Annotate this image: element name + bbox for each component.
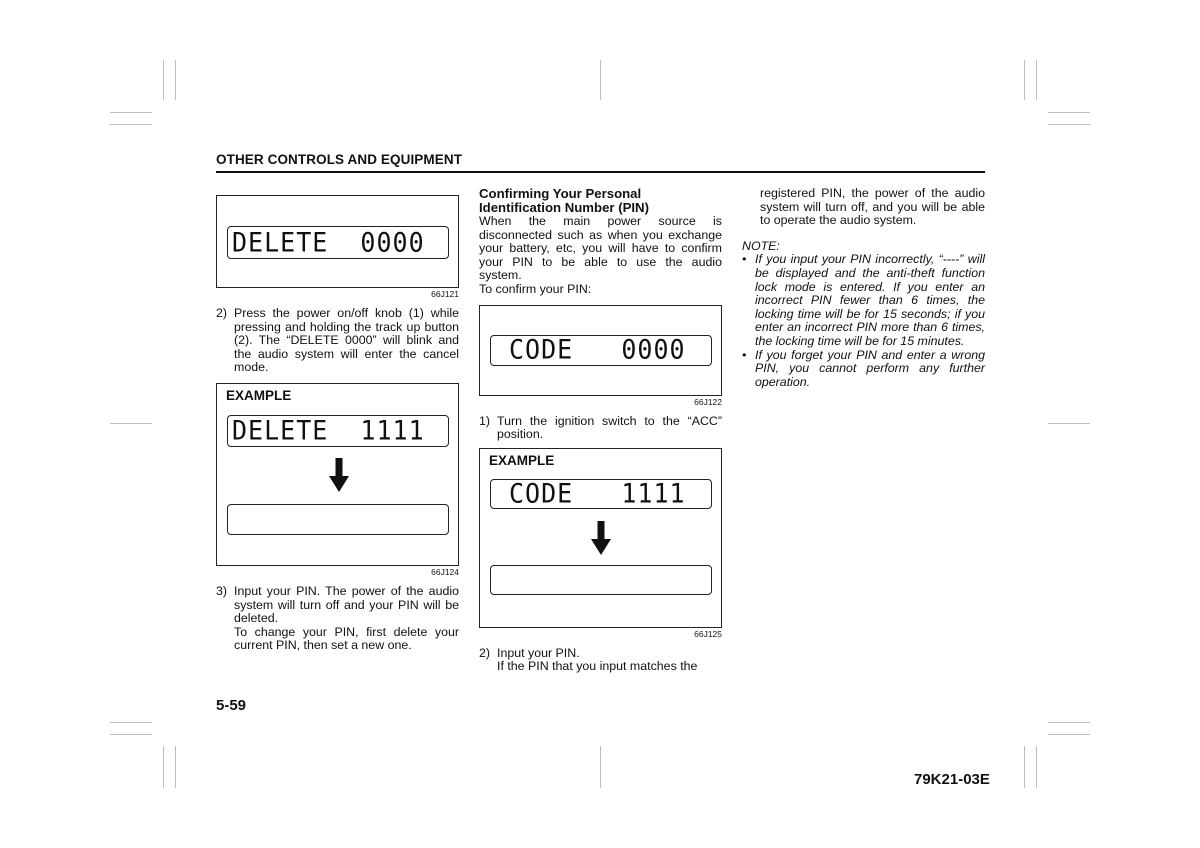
figure-code: 66J122 — [694, 396, 722, 407]
step-text-2: If the PIN that you input matches the — [497, 659, 698, 674]
example-label: EXAMPLE — [226, 387, 292, 403]
figure-delete-0000 — [216, 195, 459, 288]
step-2 — [479, 647, 722, 674]
note-item — [742, 253, 985, 348]
confirm-line: To confirm your PIN: — [479, 281, 592, 296]
step-1 — [479, 415, 722, 442]
page-number: 5-59 — [216, 697, 247, 714]
lcd-text: CODE 1111 — [509, 478, 686, 509]
column-3 — [742, 187, 985, 389]
lcd-text: CODE 0000 — [509, 334, 686, 365]
step-number: 1) — [479, 413, 491, 428]
arrow-down-icon — [328, 458, 350, 494]
figure-code-0000 — [479, 305, 722, 396]
step-text-2: To change your PIN, first delete your current PIN, then set a new one. — [234, 624, 459, 653]
step-text: Press the power on/off knob (1) while pressing and holding the track up button (2). The “DELETE 0000” will blink and the audio system will enter the cancel mode. — [234, 306, 459, 375]
lcd-display — [227, 226, 449, 259]
step-number: 2) — [479, 645, 491, 660]
step-2 — [216, 307, 459, 375]
step-text: Input your PIN. — [497, 645, 580, 660]
crop-mark — [175, 60, 176, 100]
intro-paragraph: When the main power source is disconnected such as when you exchange your battery, etc, you will have to confirm your PIN to be able to use the audio system. — [479, 214, 722, 283]
crop-mark — [1048, 423, 1090, 424]
crop-mark — [1036, 746, 1037, 788]
crop-mark — [110, 112, 152, 113]
crop-mark — [110, 722, 152, 723]
note-text: If you forget your PIN and enter a wrong PIN, you cannot perform any further operation. — [755, 347, 985, 389]
step-text-wrap — [497, 647, 722, 674]
step-number: 3) — [216, 583, 228, 598]
example-label: EXAMPLE — [489, 452, 555, 468]
crop-mark — [1048, 722, 1090, 723]
lcd-display-bottom — [490, 565, 712, 595]
figure-code: 66J125 — [694, 628, 722, 639]
lcd-display-top — [490, 479, 712, 509]
column-2 — [479, 187, 722, 680]
arrow-down-icon — [590, 521, 612, 557]
figure-example-delete-1111 — [216, 383, 459, 566]
crop-mark — [1048, 112, 1090, 113]
crop-mark — [1024, 60, 1025, 100]
step-3 — [216, 585, 459, 653]
crop-mark — [600, 60, 601, 100]
crop-mark — [110, 124, 152, 125]
lcd-display-top — [227, 415, 449, 447]
note-title: NOTE: — [742, 238, 780, 253]
bullet: • — [742, 252, 747, 267]
crop-mark — [163, 60, 164, 100]
crop-mark — [163, 746, 164, 788]
step-text: Input your PIN. The power of the audio system will turn off and your PIN will be deleted. — [234, 583, 459, 626]
step-number: 2) — [216, 306, 228, 320]
crop-mark — [1048, 734, 1090, 735]
lcd-display — [490, 335, 712, 366]
figure-code: 66J124 — [431, 566, 459, 577]
step-text-wrap — [234, 585, 459, 653]
crop-mark — [110, 423, 152, 424]
figure-code: 66J121 — [431, 289, 459, 299]
section-header: OTHER CONTROLS AND EQUIPMENT — [216, 152, 463, 167]
note-item — [742, 349, 985, 390]
crop-mark — [175, 746, 176, 788]
document-code: 79K21-03E — [914, 771, 990, 788]
bullet: • — [742, 347, 747, 362]
header-rule — [216, 171, 985, 173]
crop-mark — [1048, 124, 1090, 125]
lcd-text: DELETE 0000 — [232, 226, 425, 258]
section-heading: Confirming Your Personal Identification Number (PIN) — [479, 186, 649, 215]
note-text: If you input your PIN incorrectly, “----” will be displayed and the anti-theft function lock mode is entered. If you enter an incorrect PIN fewer than 6 times, the locking time will be for 15 seconds; if you enter an incorrect PIN more than 6 times, the locking time will be for 15 minutes. — [755, 252, 985, 348]
figure-example-code-1111 — [479, 448, 722, 628]
step-text: Turn the ignition switch to the “ACC” position. — [497, 413, 722, 442]
crop-mark — [1024, 746, 1025, 788]
crop-mark — [1036, 60, 1037, 100]
continuation-paragraph: registered PIN, the power of the audio system will turn off, and you will be able to operate the audio system. — [760, 186, 985, 228]
lcd-text: DELETE 1111 — [232, 415, 425, 446]
crop-mark — [110, 734, 152, 735]
column-1 — [216, 195, 459, 659]
lcd-display-bottom — [227, 504, 449, 535]
crop-mark — [600, 746, 601, 788]
